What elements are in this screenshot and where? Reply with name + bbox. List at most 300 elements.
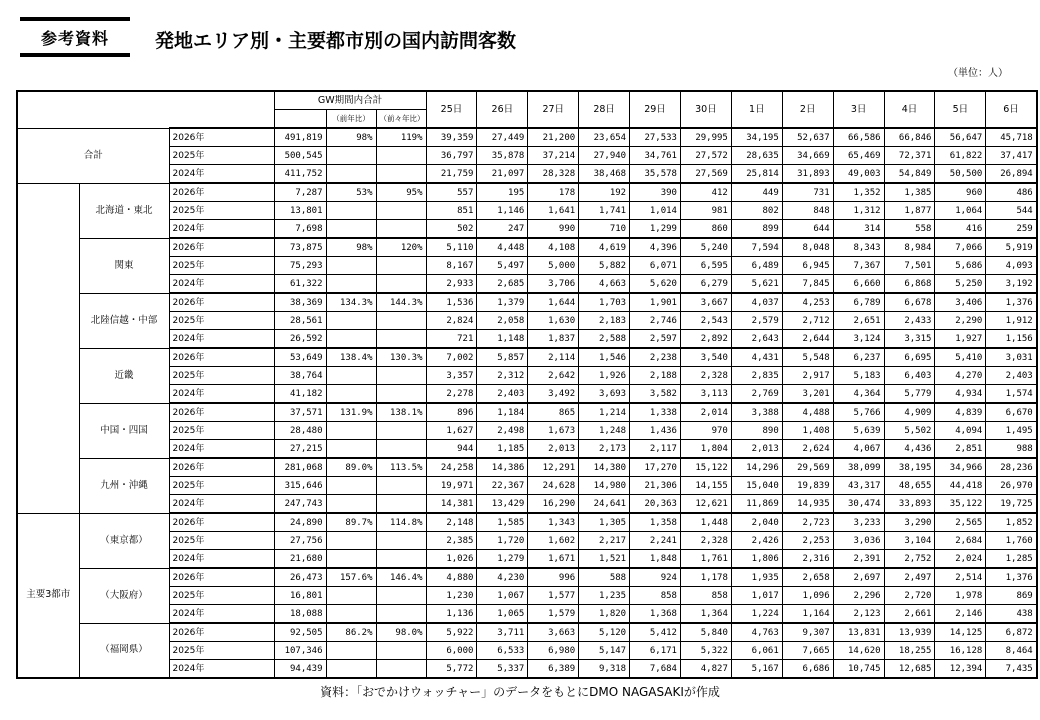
- day-value-cell: 6,279: [680, 275, 731, 294]
- day-value-cell: 5,639: [833, 422, 884, 440]
- day-value-cell: 4,619: [579, 238, 630, 257]
- day-value-cell: 66,586: [833, 128, 884, 147]
- year-cell: 2026年: [169, 238, 274, 257]
- day-value-cell: 5,882: [579, 257, 630, 275]
- day-value-cell: 4,094: [935, 422, 986, 440]
- day-value-cell: 34,761: [630, 147, 681, 165]
- day-value-cell: 14,620: [833, 642, 884, 660]
- table-row: [17, 128, 1037, 147]
- day-value-cell: 1,017: [731, 587, 782, 605]
- day-value-cell: 2,651: [833, 312, 884, 330]
- day-value-cell: 858: [630, 587, 681, 605]
- day-value-cell: 3,201: [782, 385, 833, 404]
- table-row: [17, 257, 1037, 275]
- day-value-cell: 4,827: [680, 660, 731, 679]
- day-value-cell: 24,258: [426, 458, 477, 477]
- page-title: 発地エリア別・主要都市別の国内訪問客数: [155, 30, 517, 52]
- day-value-cell: 2,685: [477, 275, 528, 294]
- day-value-cell: 1,148: [477, 330, 528, 349]
- day-value-cell: 486: [986, 183, 1037, 202]
- prev2-ratio-cell: [376, 330, 426, 349]
- day-value-cell: 1,156: [986, 330, 1037, 349]
- day-value-cell: 2,720: [884, 587, 935, 605]
- day-value-cell: 49,003: [833, 165, 884, 184]
- day-value-cell: 449: [731, 183, 782, 202]
- day-value-cell: 3,104: [884, 532, 935, 550]
- day-value-cell: 1,703: [579, 293, 630, 312]
- day-value-cell: 5,412: [630, 623, 681, 642]
- year-cell: 2025年: [169, 367, 274, 385]
- table-row: [17, 623, 1037, 642]
- day-value-cell: 31,893: [782, 165, 833, 184]
- total-cell: 13,801: [274, 202, 326, 220]
- day-value-cell: 8,048: [782, 238, 833, 257]
- day-value-cell: 2,024: [935, 550, 986, 569]
- prev-ratio-cell: 134.3%: [326, 293, 376, 312]
- day-value-cell: 416: [935, 220, 986, 239]
- day-value-cell: 2,241: [630, 532, 681, 550]
- day-value-cell: 1,067: [477, 587, 528, 605]
- day-value-cell: 6,489: [731, 257, 782, 275]
- total-cell: 28,561: [274, 312, 326, 330]
- year-cell: 2025年: [169, 477, 274, 495]
- day-value-cell: 27,572: [680, 147, 731, 165]
- total-cell: 18,088: [274, 605, 326, 624]
- table-row: [17, 495, 1037, 514]
- day-value-cell: 1,641: [528, 202, 579, 220]
- prev2-ratio-cell: [376, 165, 426, 184]
- day-value-cell: 1,848: [630, 550, 681, 569]
- day-value-cell: 3,706: [528, 275, 579, 294]
- year-cell: 2025年: [169, 202, 274, 220]
- day-value-cell: 960: [935, 183, 986, 202]
- day-value-cell: 5,110: [426, 238, 477, 257]
- day-value-cell: 6,660: [833, 275, 884, 294]
- day-value-cell: 1,026: [426, 550, 477, 569]
- day-value-cell: 1,014: [630, 202, 681, 220]
- table-row: [17, 367, 1037, 385]
- day-value-cell: 2,543: [680, 312, 731, 330]
- day-value-cell: 6,872: [986, 623, 1037, 642]
- day-value-cell: 2,723: [782, 513, 833, 532]
- day-value-cell: 9,318: [579, 660, 630, 679]
- day-value-cell: 3,192: [986, 275, 1037, 294]
- day-value-cell: 4,093: [986, 257, 1037, 275]
- day-value-cell: 6,000: [426, 642, 477, 660]
- day-value-cell: 1,235: [579, 587, 630, 605]
- day-value-cell: 5,497: [477, 257, 528, 275]
- day-value-cell: 14,935: [782, 495, 833, 514]
- day-value-cell: 1,804: [680, 440, 731, 459]
- day-value-cell: 6,789: [833, 293, 884, 312]
- table-row: [17, 568, 1037, 587]
- prev-ratio-cell: [326, 550, 376, 569]
- day-value-cell: 3,233: [833, 513, 884, 532]
- table-row: [17, 220, 1037, 239]
- day-value-cell: 13,939: [884, 623, 935, 642]
- day-value-cell: 988: [986, 440, 1037, 459]
- table-row: [17, 403, 1037, 422]
- year-cell: 2025年: [169, 642, 274, 660]
- header-day: 28日: [579, 91, 630, 128]
- day-value-cell: 2,238: [630, 348, 681, 367]
- day-value-cell: 1,376: [986, 293, 1037, 312]
- day-value-cell: 5,147: [579, 642, 630, 660]
- day-value-cell: 851: [426, 202, 477, 220]
- prev-ratio-cell: [326, 440, 376, 459]
- day-value-cell: 6,237: [833, 348, 884, 367]
- day-value-cell: 4,488: [782, 403, 833, 422]
- day-value-cell: 5,502: [884, 422, 935, 440]
- day-value-cell: 2,658: [782, 568, 833, 587]
- year-cell: 2026年: [169, 458, 274, 477]
- prev-ratio-cell: [326, 312, 376, 330]
- prev2-ratio-cell: [376, 202, 426, 220]
- day-value-cell: 558: [884, 220, 935, 239]
- day-value-cell: 1,760: [986, 532, 1037, 550]
- day-value-cell: 2,644: [782, 330, 833, 349]
- day-value-cell: 27,533: [630, 128, 681, 147]
- year-cell: 2026年: [169, 513, 274, 532]
- day-value-cell: 4,448: [477, 238, 528, 257]
- day-value-cell: 26,970: [986, 477, 1037, 495]
- year-cell: 2026年: [169, 183, 274, 202]
- day-value-cell: 5,772: [426, 660, 477, 679]
- day-value-cell: 2,173: [579, 440, 630, 459]
- day-value-cell: 996: [528, 568, 579, 587]
- day-value-cell: 2,278: [426, 385, 477, 404]
- day-value-cell: 2,769: [731, 385, 782, 404]
- total-cell: 27,215: [274, 440, 326, 459]
- day-value-cell: 50,500: [935, 165, 986, 184]
- day-value-cell: 544: [986, 202, 1037, 220]
- day-value-cell: 24,628: [528, 477, 579, 495]
- day-value-cell: 890: [731, 422, 782, 440]
- day-value-cell: 1,408: [782, 422, 833, 440]
- prev2-ratio-cell: [376, 367, 426, 385]
- day-value-cell: 3,540: [680, 348, 731, 367]
- group-label: [17, 183, 79, 513]
- year-cell: 2024年: [169, 440, 274, 459]
- day-value-cell: 35,122: [935, 495, 986, 514]
- day-value-cell: 2,114: [528, 348, 579, 367]
- year-cell: 2025年: [169, 532, 274, 550]
- table-row: [17, 422, 1037, 440]
- day-value-cell: 1,285: [986, 550, 1037, 569]
- day-value-cell: 6,670: [986, 403, 1037, 422]
- prev-ratio-cell: 89.7%: [326, 513, 376, 532]
- day-value-cell: 6,678: [884, 293, 935, 312]
- table-row: [17, 532, 1037, 550]
- day-value-cell: 52,637: [782, 128, 833, 147]
- day-value-cell: 2,752: [884, 550, 935, 569]
- day-value-cell: 2,217: [579, 532, 630, 550]
- day-value-cell: 5,120: [579, 623, 630, 642]
- day-value-cell: 8,464: [986, 642, 1037, 660]
- header-day: 5日: [935, 91, 986, 128]
- category-label: 九州・沖縄: [79, 458, 169, 513]
- year-cell: 2026年: [169, 403, 274, 422]
- day-value-cell: 5,322: [680, 642, 731, 660]
- day-value-cell: 2,014: [680, 403, 731, 422]
- day-value-cell: 6,868: [884, 275, 935, 294]
- category-label: 中国・四国: [79, 403, 169, 458]
- day-value-cell: 438: [986, 605, 1037, 624]
- prev-ratio-cell: [326, 165, 376, 184]
- header-day: 3日: [833, 91, 884, 128]
- day-value-cell: 1,926: [579, 367, 630, 385]
- day-value-cell: 2,013: [528, 440, 579, 459]
- year-cell: 2024年: [169, 220, 274, 239]
- prev2-ratio-cell: [376, 550, 426, 569]
- total-cell: 92,505: [274, 623, 326, 642]
- prev-ratio-cell: [326, 532, 376, 550]
- day-value-cell: 6,389: [528, 660, 579, 679]
- day-value-cell: 3,124: [833, 330, 884, 349]
- day-value-cell: 1,343: [528, 513, 579, 532]
- total-cell: 38,764: [274, 367, 326, 385]
- total-cell: 247,743: [274, 495, 326, 514]
- day-value-cell: 17,270: [630, 458, 681, 477]
- day-value-cell: 2,661: [884, 605, 935, 624]
- day-value-cell: 4,108: [528, 238, 579, 257]
- prev-ratio-cell: [326, 202, 376, 220]
- prev-ratio-cell: 86.2%: [326, 623, 376, 642]
- day-value-cell: 2,316: [782, 550, 833, 569]
- year-cell: 2024年: [169, 165, 274, 184]
- day-value-cell: 8,984: [884, 238, 935, 257]
- day-value-cell: 1,146: [477, 202, 528, 220]
- category-label: 合計: [17, 128, 169, 183]
- year-cell: 2024年: [169, 385, 274, 404]
- day-value-cell: 1,577: [528, 587, 579, 605]
- day-value-cell: 65,469: [833, 147, 884, 165]
- day-value-cell: 5,548: [782, 348, 833, 367]
- day-value-cell: 9,307: [782, 623, 833, 642]
- day-value-cell: 25,814: [731, 165, 782, 184]
- total-cell: 315,646: [274, 477, 326, 495]
- day-value-cell: 390: [630, 183, 681, 202]
- day-value-cell: 1,379: [477, 293, 528, 312]
- day-value-cell: 5,337: [477, 660, 528, 679]
- day-value-cell: 5,620: [630, 275, 681, 294]
- day-value-cell: 865: [528, 403, 579, 422]
- day-value-cell: 36,797: [426, 147, 477, 165]
- day-value-cell: 12,621: [680, 495, 731, 514]
- day-value-cell: 5,922: [426, 623, 477, 642]
- prev-ratio-cell: 131.9%: [326, 403, 376, 422]
- day-value-cell: 1,376: [986, 568, 1037, 587]
- day-value-cell: 28,635: [731, 147, 782, 165]
- prev-ratio-cell: [326, 642, 376, 660]
- day-value-cell: 1,720: [477, 532, 528, 550]
- table-row: [17, 642, 1037, 660]
- prev2-ratio-cell: 95%: [376, 183, 426, 202]
- day-value-cell: 2,835: [731, 367, 782, 385]
- day-value-cell: 1,385: [884, 183, 935, 202]
- day-value-cell: 502: [426, 220, 477, 239]
- prev-ratio-cell: [326, 477, 376, 495]
- day-value-cell: 1,305: [579, 513, 630, 532]
- year-cell: 2024年: [169, 550, 274, 569]
- day-value-cell: 7,367: [833, 257, 884, 275]
- day-value-cell: 6,686: [782, 660, 833, 679]
- day-value-cell: 48,655: [884, 477, 935, 495]
- year-cell: 2024年: [169, 495, 274, 514]
- day-value-cell: 970: [680, 422, 731, 440]
- day-value-cell: 3,711: [477, 623, 528, 642]
- day-value-cell: 7,665: [782, 642, 833, 660]
- prev-ratio-cell: 53%: [326, 183, 376, 202]
- day-value-cell: 30,474: [833, 495, 884, 514]
- day-value-cell: 3,406: [935, 293, 986, 312]
- year-cell: 2025年: [169, 422, 274, 440]
- day-value-cell: 2,892: [680, 330, 731, 349]
- day-value-cell: 247: [477, 220, 528, 239]
- day-value-cell: 1,214: [579, 403, 630, 422]
- day-value-cell: 990: [528, 220, 579, 239]
- prev-ratio-cell: 98%: [326, 238, 376, 257]
- total-cell: 281,068: [274, 458, 326, 477]
- prev-ratio-cell: [326, 385, 376, 404]
- day-value-cell: 45,718: [986, 128, 1037, 147]
- table-row: [17, 275, 1037, 294]
- prev2-ratio-cell: 113.5%: [376, 458, 426, 477]
- table-row: [17, 587, 1037, 605]
- day-value-cell: 4,067: [833, 440, 884, 459]
- day-value-cell: 1,364: [680, 605, 731, 624]
- prev-ratio-cell: [326, 147, 376, 165]
- day-value-cell: 2,514: [935, 568, 986, 587]
- day-value-cell: 5,766: [833, 403, 884, 422]
- total-cell: 26,592: [274, 330, 326, 349]
- day-value-cell: 412: [680, 183, 731, 202]
- day-value-cell: 4,253: [782, 293, 833, 312]
- day-value-cell: 2,597: [630, 330, 681, 349]
- day-value-cell: 1,064: [935, 202, 986, 220]
- table-row: [17, 605, 1037, 624]
- prev-ratio-cell: [326, 422, 376, 440]
- day-value-cell: 6,980: [528, 642, 579, 660]
- day-value-cell: 588: [579, 568, 630, 587]
- day-value-cell: 1,630: [528, 312, 579, 330]
- day-value-cell: 1,436: [630, 422, 681, 440]
- prev2-ratio-cell: [376, 642, 426, 660]
- day-value-cell: 860: [680, 220, 731, 239]
- day-value-cell: 981: [680, 202, 731, 220]
- prev2-ratio-cell: [376, 312, 426, 330]
- day-value-cell: 2,183: [579, 312, 630, 330]
- day-value-cell: 5,183: [833, 367, 884, 385]
- header-row: [17, 91, 1037, 110]
- day-value-cell: 12,291: [528, 458, 579, 477]
- day-value-cell: 21,097: [477, 165, 528, 184]
- table-row: [17, 385, 1037, 404]
- category-label: （東京都）: [79, 513, 169, 568]
- prev2-ratio-cell: [376, 220, 426, 239]
- day-value-cell: 2,391: [833, 550, 884, 569]
- day-value-cell: 10,745: [833, 660, 884, 679]
- day-value-cell: 2,917: [782, 367, 833, 385]
- day-value-cell: 12,685: [884, 660, 935, 679]
- day-value-cell: 6,945: [782, 257, 833, 275]
- day-value-cell: 2,684: [935, 532, 986, 550]
- prev-ratio-cell: [326, 495, 376, 514]
- day-value-cell: 12,394: [935, 660, 986, 679]
- day-value-cell: 2,624: [782, 440, 833, 459]
- day-value-cell: 3,582: [630, 385, 681, 404]
- day-value-cell: 14,155: [680, 477, 731, 495]
- total-cell: 37,571: [274, 403, 326, 422]
- day-value-cell: 1,358: [630, 513, 681, 532]
- category-label: 近畿: [79, 348, 169, 403]
- unit-label: （単位：人）: [948, 68, 1008, 79]
- day-value-cell: 2,588: [579, 330, 630, 349]
- total-cell: 28,480: [274, 422, 326, 440]
- prev-ratio-cell: [326, 660, 376, 679]
- day-value-cell: 5,840: [680, 623, 731, 642]
- day-value-cell: 4,839: [935, 403, 986, 422]
- day-value-cell: 899: [731, 220, 782, 239]
- category-label: （大阪府）: [79, 568, 169, 623]
- table-body: [17, 128, 1037, 678]
- day-value-cell: 1,574: [986, 385, 1037, 404]
- day-value-cell: 2,013: [731, 440, 782, 459]
- total-cell: 491,819: [274, 128, 326, 147]
- day-value-cell: 1,312: [833, 202, 884, 220]
- day-value-cell: 5,857: [477, 348, 528, 367]
- day-value-cell: 1,536: [426, 293, 477, 312]
- day-value-cell: 1,912: [986, 312, 1037, 330]
- day-value-cell: 1,673: [528, 422, 579, 440]
- prev-ratio-cell: 98%: [326, 128, 376, 147]
- header-day: 4日: [884, 91, 935, 128]
- day-value-cell: 27,569: [680, 165, 731, 184]
- day-value-cell: 26,894: [986, 165, 1037, 184]
- day-value-cell: 2,146: [935, 605, 986, 624]
- prev2-ratio-cell: [376, 422, 426, 440]
- day-value-cell: 3,667: [680, 293, 731, 312]
- prev2-ratio-cell: [376, 477, 426, 495]
- day-value-cell: 178: [528, 183, 579, 202]
- day-value-cell: 1,978: [935, 587, 986, 605]
- day-value-cell: 13,831: [833, 623, 884, 642]
- day-value-cell: 14,381: [426, 495, 477, 514]
- day-value-cell: 1,338: [630, 403, 681, 422]
- day-value-cell: 5,621: [731, 275, 782, 294]
- day-value-cell: 1,671: [528, 550, 579, 569]
- day-value-cell: 2,253: [782, 532, 833, 550]
- day-value-cell: 29,995: [680, 128, 731, 147]
- day-value-cell: 6,071: [630, 257, 681, 275]
- visitor-table: [16, 90, 1038, 679]
- prev2-ratio-cell: [376, 385, 426, 404]
- header-day: 1日: [731, 91, 782, 128]
- day-value-cell: 3,113: [680, 385, 731, 404]
- header-day: 27日: [528, 91, 579, 128]
- day-value-cell: 2,403: [986, 367, 1037, 385]
- table-row: [17, 440, 1037, 459]
- day-value-cell: 35,878: [477, 147, 528, 165]
- day-value-cell: 35,578: [630, 165, 681, 184]
- total-cell: 73,875: [274, 238, 326, 257]
- day-value-cell: 14,296: [731, 458, 782, 477]
- day-value-cell: 1,927: [935, 330, 986, 349]
- total-cell: 7,287: [274, 183, 326, 202]
- prev2-ratio-cell: 114.8%: [376, 513, 426, 532]
- prev2-ratio-cell: 130.3%: [376, 348, 426, 367]
- total-cell: 107,346: [274, 642, 326, 660]
